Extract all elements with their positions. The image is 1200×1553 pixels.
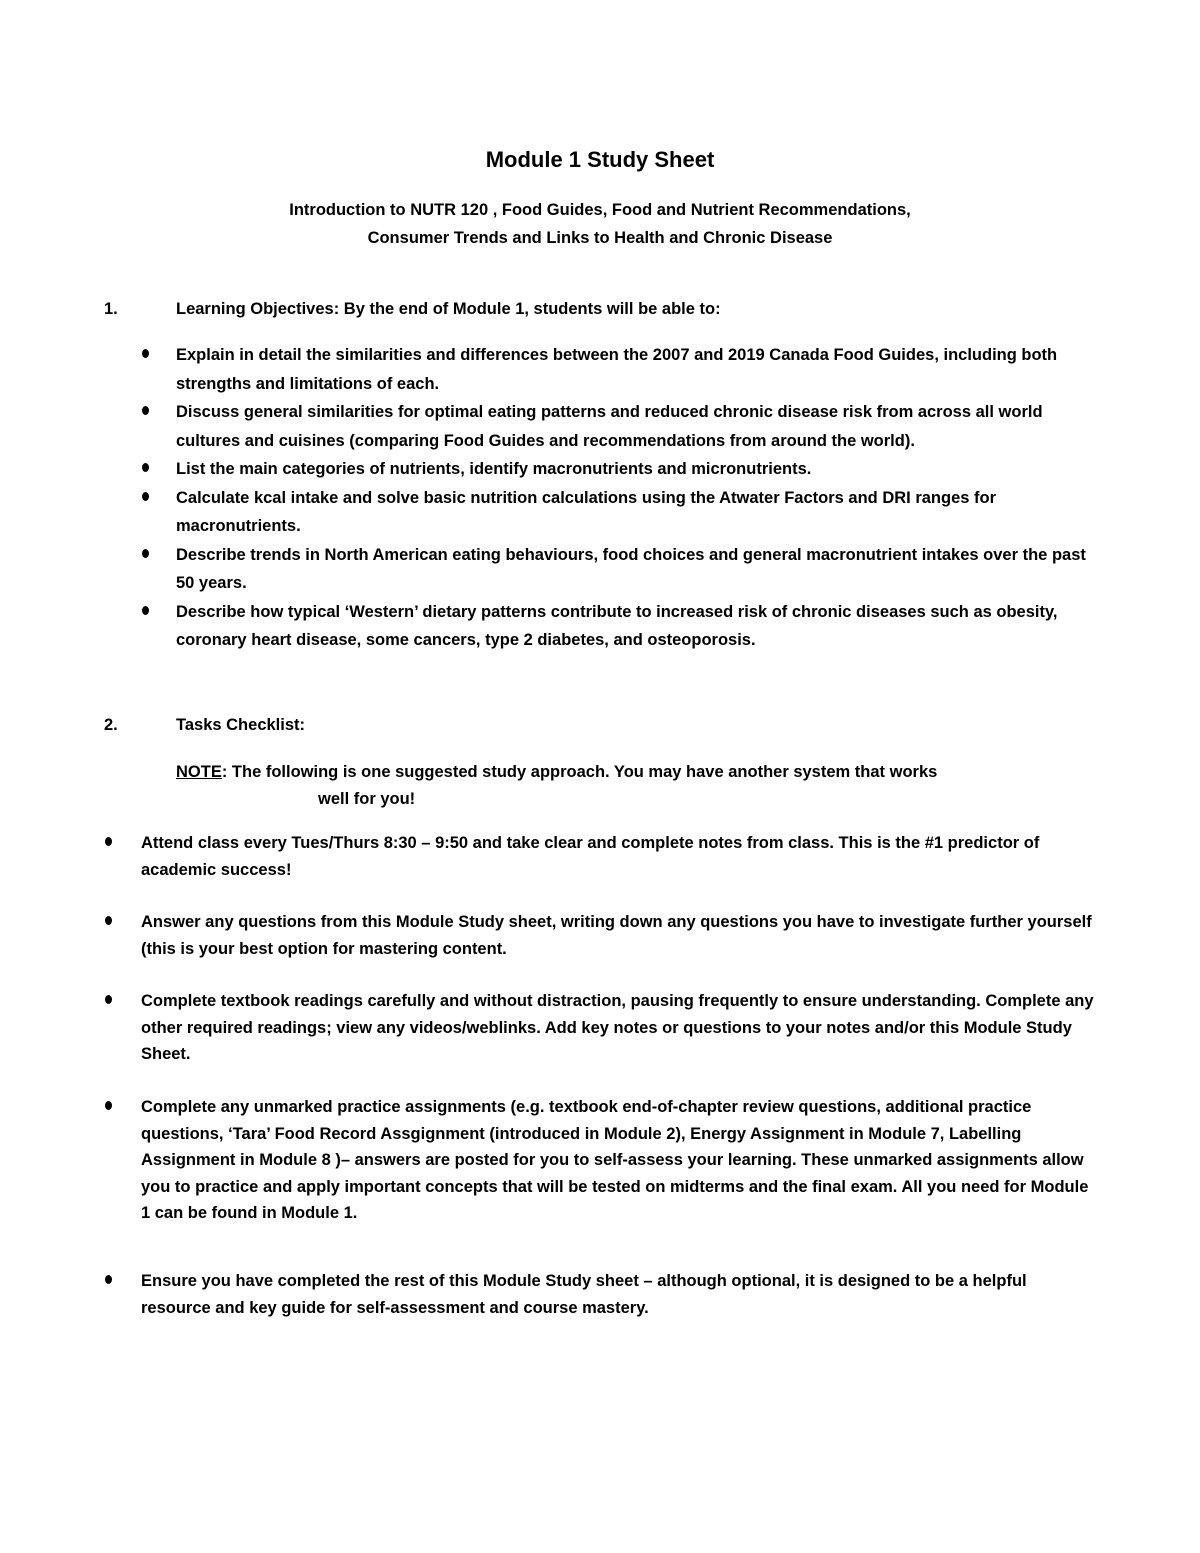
bullet-icon <box>142 349 149 358</box>
task-text: Complete any unmarked practice assignments (e.g. textbook end-of-chapter review questions, additional practice questions, ‘Tara’ Food Record Assgignment (introduced in Module 2), Energy Assignment in Module 7, Labelling Assignment in Module 8 )– answers are posted for you to self-assess your learning. These unmarked assignments allow you to practice and apply important concepts that will be tested on midterms and the final exam. All you need for Module 1 can be found in Module 1. <box>141 1098 1089 1222</box>
task-item <box>104 1094 1094 1227</box>
bullet-icon <box>105 1101 112 1110</box>
task-text: Ensure you have completed the rest of this Module Study sheet – although optional, it is designed to be a helpful resource and key guide for self-assessment and course mastery. <box>141 1272 1027 1317</box>
bullet-icon <box>105 916 112 925</box>
note-text-line-1: : The following is one suggested study approach. You may have another system that works <box>221 763 938 781</box>
bullet-icon <box>105 1275 112 1284</box>
note-text-line-2: well for you! <box>318 790 416 808</box>
task-item <box>104 988 1094 1068</box>
section-1-number: 1. <box>104 300 118 318</box>
section-2-number: 2. <box>104 716 118 734</box>
task-item <box>104 830 1094 883</box>
objective-item <box>140 541 1100 598</box>
bullet-icon <box>142 492 149 501</box>
task-text: Attend class every Tues/Thurs 8:30 – 9:50 and take clear and complete notes from class. This is the #1 predictor of academic success! <box>141 834 1040 879</box>
bullet-icon <box>105 837 112 846</box>
objective-text: Discuss general similarities for optimal eating patterns and reduced chronic disease risk from across all world cultures and cuisines (comparing Food Guides and recommendations from around the world). <box>176 403 1043 450</box>
task-text: Answer any questions from this Module Study sheet, writing down any questions you have to investigate further yourself (this is your best option for mastering content. <box>141 913 1092 958</box>
task-item <box>104 1268 1094 1321</box>
section-1-heading: Learning Objectives: By the end of Module 1, students will be able to: <box>176 300 721 318</box>
subtitle-line-2: Consumer Trends and Links to Health and Chronic Disease <box>367 229 833 247</box>
task-text: Complete textbook readings carefully and without distraction, pausing frequently to ensure understanding. Complete any other required readings; view any videos/weblinks. Add key notes or questions to your notes and/or this Module Study Sheet. <box>141 992 1094 1063</box>
study-approach-note <box>176 759 1076 813</box>
bullet-icon <box>142 463 149 472</box>
objective-text: Describe how typical ‘Western’ dietary patterns contribute to increased risk of chronic diseases such as obesity, coronary heart disease, some cancers, type 2 diabetes, and osteoporosis. <box>176 602 1058 649</box>
objective-text: Describe trends in North American eating behaviours, food choices and general macronutrient intakes over the past 50 years. <box>176 545 1086 592</box>
objective-item <box>140 455 1100 484</box>
objective-item <box>140 598 1100 655</box>
objective-item <box>140 398 1100 455</box>
objective-text: List the main categories of nutrients, identify macronutrients and micronutrients. <box>176 460 812 478</box>
objective-item <box>140 484 1100 541</box>
task-item <box>104 909 1094 962</box>
objective-item <box>140 341 1100 398</box>
bullet-icon <box>105 995 112 1004</box>
section-2-heading: Tasks Checklist: <box>176 716 306 734</box>
bullet-icon <box>142 549 149 558</box>
objective-text: Explain in detail the similarities and differences between the 2007 and 2019 Canada Food Guides, including both strengths and limitations of each. <box>176 346 1058 393</box>
learning-objectives-list <box>140 341 1100 655</box>
bullet-icon <box>142 606 149 615</box>
bullet-icon <box>142 406 149 415</box>
note-label: NOTE <box>176 763 222 781</box>
page-title: Module 1 Study Sheet <box>485 147 715 172</box>
subtitle-line-1: Introduction to NUTR 120 , Food Guides, Food and Nutrient Recommendations, <box>289 201 911 219</box>
objective-text: Calculate kcal intake and solve basic nutrition calculations using the Atwater Factors and DRI ranges for macronutrients. <box>176 488 997 535</box>
